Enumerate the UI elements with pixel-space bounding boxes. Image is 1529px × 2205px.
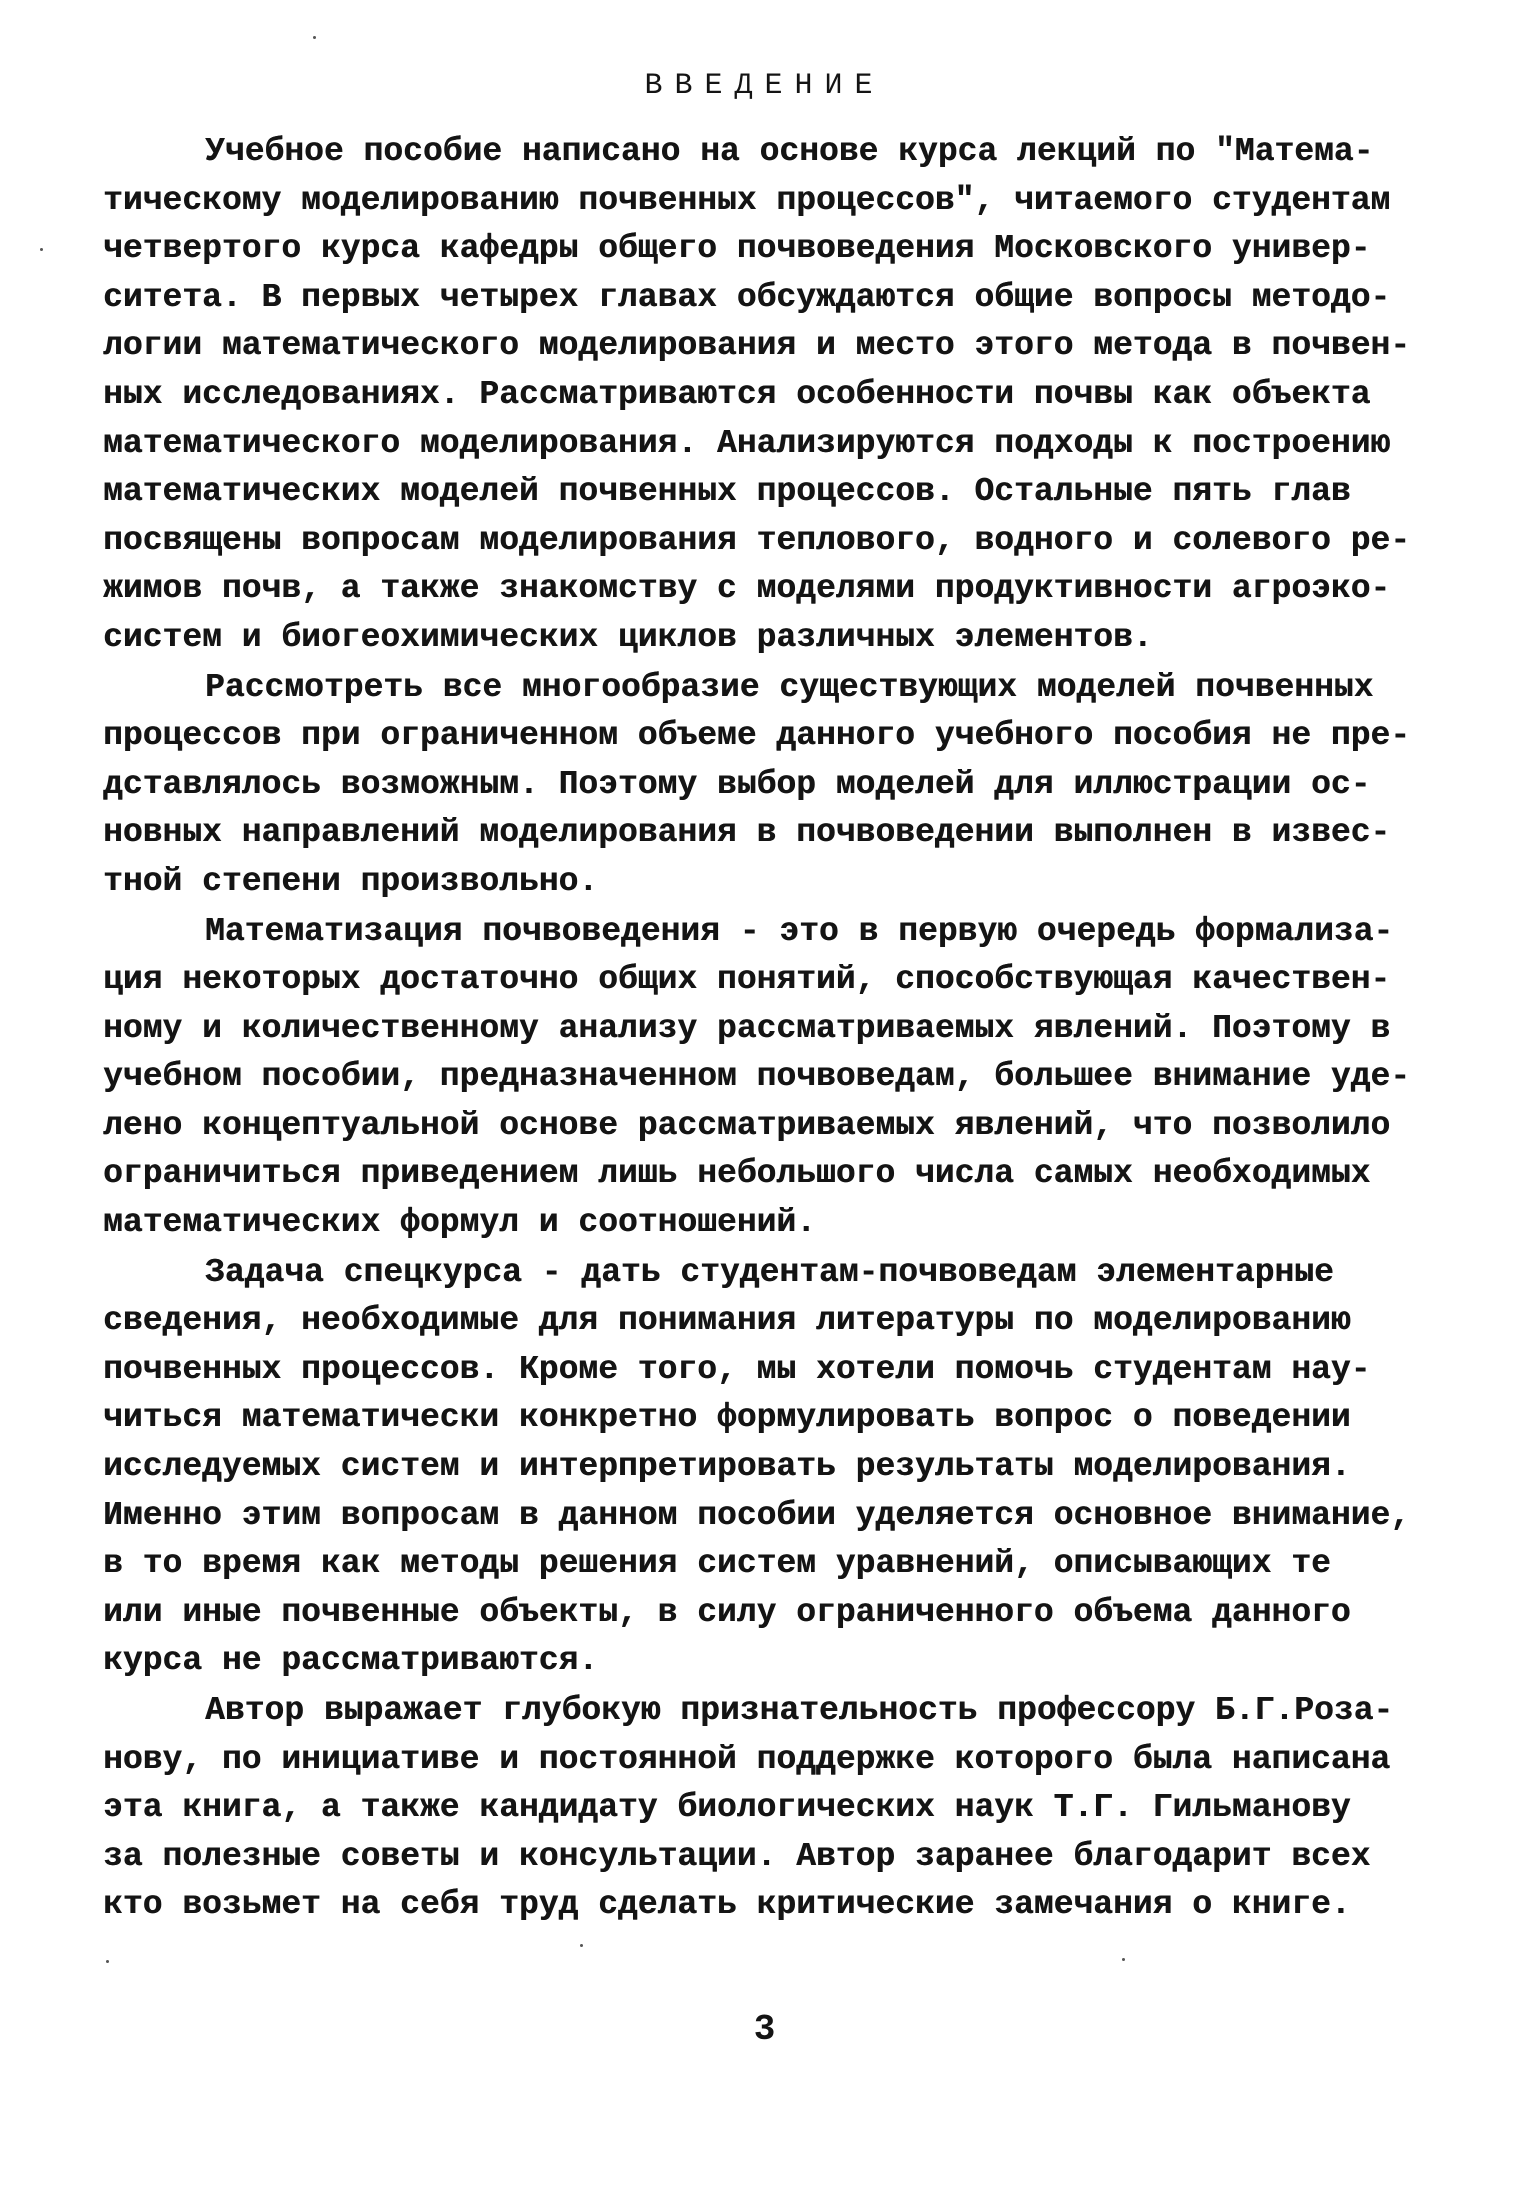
text-line: в то время как методы решения систем уравнений, описывающих те	[103, 1545, 1331, 1583]
text-line: ному и количественному анализу рассматриваемых явлений. Поэтому в	[103, 1009, 1391, 1047]
text-line: лено концептуальной основе рассматриваемых явлений, что позволило	[103, 1106, 1391, 1144]
text-line: почвенных процессов. Кроме того, мы хотели помочь студентам нау-	[103, 1350, 1371, 1388]
text-line: исследуемых систем и интерпретировать результаты моделирования.	[103, 1448, 1351, 1486]
text-line: жимов почв, а также знакомству с моделями продуктивности агроэко-	[103, 570, 1391, 608]
text-line: Учебное пособие написано на основе курса лекций по "Матема-	[205, 133, 1374, 170]
text-line: Именно этим вопросам в данном пособии уделяется основное внимание,	[103, 1496, 1411, 1534]
text-line: новных направлений моделирования в почвоведении выполнен в извес-	[103, 814, 1391, 852]
scan-speck	[106, 1960, 109, 1963]
text-line: читься математически конкретно формулировать вопрос о поведении	[103, 1399, 1351, 1437]
text-line: ция некоторых достаточно общих понятий, способствующая качествен-	[103, 961, 1391, 999]
body-text	[103, 128, 1463, 1930]
text-line: Автор выражает глубокую признательность профессору Б.Г.Розa-	[205, 1692, 1394, 1729]
text-line: курса не рассматриваются.	[103, 1642, 599, 1680]
text-line: систем и биогеохимических циклов различных элементов.	[103, 618, 1153, 656]
text-line: или иные почвенные объекты, в силу ограниченного объема данного	[103, 1593, 1351, 1631]
page-title: ВВЕДЕНИЕ	[644, 69, 885, 103]
text-line: Задача спецкурса - дать студентам-почвоведам элементарные	[205, 1253, 1334, 1291]
text-line: посвящены вопросам моделирования теплового, водного и солевого ре-	[103, 521, 1411, 559]
text-line: математических формул и соотношений.	[103, 1204, 816, 1242]
text-line: ситета. В первых четырех главах обсуждаются общие вопросы методо-	[103, 278, 1391, 316]
text-line: кто возьмет на себя труд сделать критические замечания о книге.	[103, 1886, 1351, 1924]
scan-speck	[1122, 1958, 1125, 1961]
text-line: четвертого курса кафедры общего почвоведения Московского универ-	[103, 230, 1371, 268]
text-line: учебном пособии, предназначенном почвоведам, большее внимание уде-	[103, 1058, 1411, 1096]
scan-speck	[580, 1944, 583, 1947]
text-line: дставлялось возможным. Поэтому выбор моделей для иллюстрации ос-	[103, 765, 1371, 803]
text-line: ограничиться приведением лишь небольшого числа самых необходимых	[103, 1155, 1371, 1193]
text-line: тной степени произвольно.	[103, 862, 599, 900]
scan-speck	[40, 248, 43, 251]
text-line: Рассмотреть все многообразие существующих моделей почвенных	[205, 668, 1374, 706]
text-line: логии математического моделирования и место этого метода в почвен-	[103, 327, 1411, 365]
text-line: ных исследованиях. Рассматриваются особенности почвы как объекта	[103, 375, 1371, 413]
text-line: за полезные советы и консультации. Автор заранее благодарит всех	[103, 1837, 1371, 1875]
scan-speck	[313, 36, 316, 39]
text-line: нову, по инициативе и постоянной поддержке которого была написана	[103, 1740, 1391, 1778]
text-line: тическому моделированию почвенных процессов", читаемого студентам	[103, 181, 1391, 219]
text-line: математических моделей почвенных процессов. Остальные пять глав	[103, 473, 1351, 511]
text-line: сведения, необходимые для понимания литературы по моделированию	[103, 1302, 1351, 1340]
text-line: процессов при ограниченном объеме данного учебного пособия не пре-	[103, 717, 1411, 755]
text-line: эта книга, а также кандидату биологических наук Т.Г. Гильманову	[103, 1789, 1351, 1827]
text-line: Математизация почвоведения - это в первую очередь формализа-	[205, 912, 1394, 950]
page-number: 3	[753, 2009, 776, 2050]
text-line: математического моделирования. Анализируются подходы к построению	[103, 424, 1391, 462]
